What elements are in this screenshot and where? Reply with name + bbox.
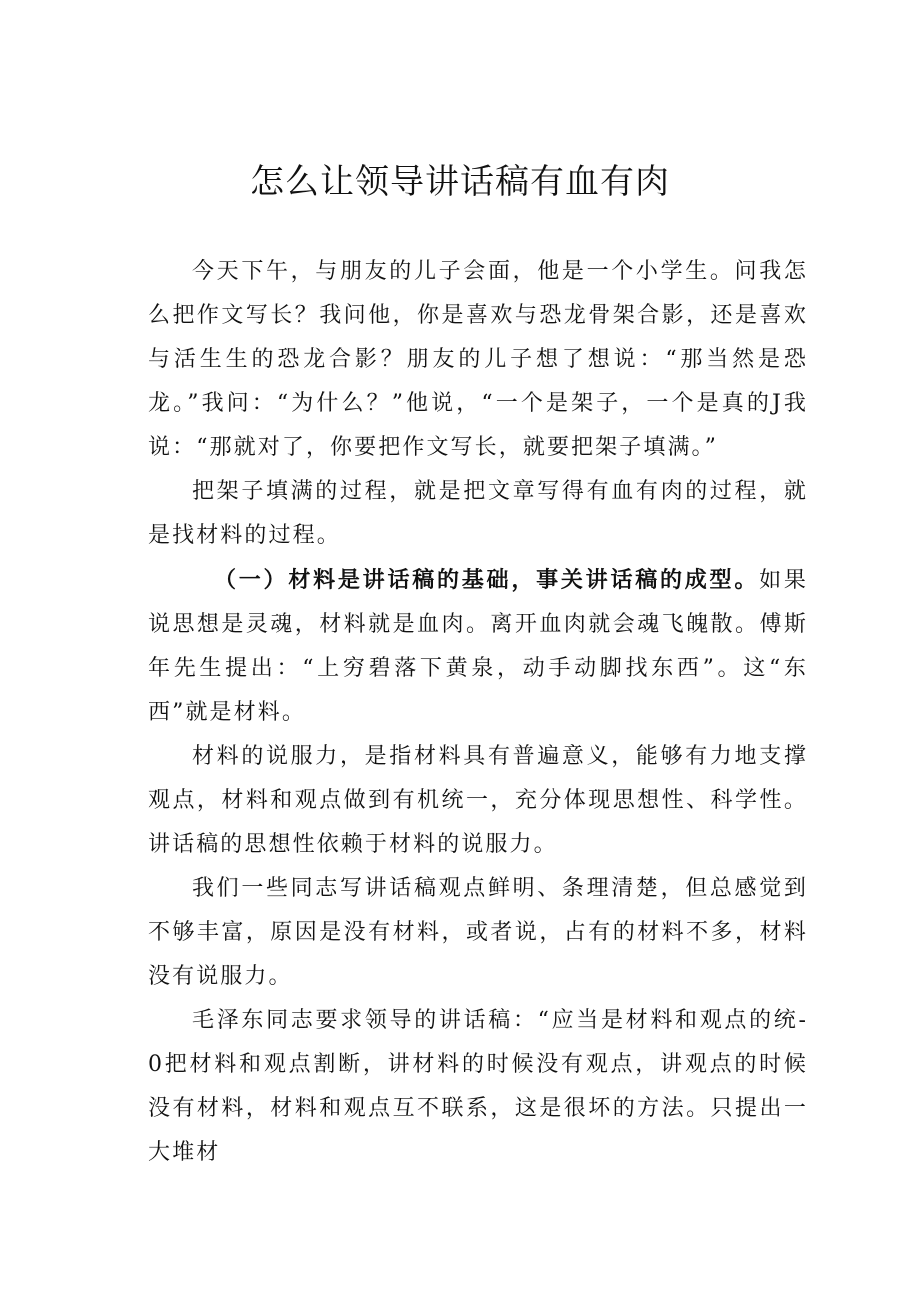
paragraph-section-one xyxy=(148,558,808,735)
paragraph-lack-of-material: 我们一些同志写讲话稿观点鲜明、条理清楚，但总感觉到不够丰富，原因是没有材料，或者说，占有的材料不多，材料没有说服力。 xyxy=(148,876,808,989)
paragraph-dinosaur-story: 今天下午，与朋友的儿子会面，他是一个小学生。问我怎么把作文写长？我问他，你是喜欢与恐龙骨架合影，还是喜欢与活生生的恐龙合影？朋友的儿子想了想说：“那当然是恐龙。”我问：“为什么？”他说，“一个是架子，一个是真的J我说：“那就对了，你要把作文写长，就要把架子填满。” xyxy=(148,259,808,460)
paragraph-fill-frame: 把架子填满的过程，就是把文章写得有血有肉的过程，就是找材料的过程。 xyxy=(148,479,808,548)
document-title: 怎么让领导讲话稿有血有肉 xyxy=(250,162,670,202)
paragraph-mao-quote: 毛泽东同志要求领导的讲话稿：“应当是材料和观点的统-0把材料和观点割断，讲材料的时候没有观点，讲观点的时候没有材料，材料和观点互不联系，这是很坏的方法。只提出一大堆材 xyxy=(148,1008,808,1165)
section-one-heading: （一）材料是讲话稿的基础，事关讲话稿的成型。 xyxy=(214,567,760,593)
section-one-text: 如果说思想是灵魂，材料就是血肉。离开血肉就会魂飞魄散。傅斯年先生提出：“上穷碧落下黄泉，动手动脚找东西”。这“东西”就是材料。 xyxy=(148,568,809,725)
document-body xyxy=(148,250,808,1175)
paragraph-persuasiveness: 材料的说服力，是指材料具有普遍意义，能够有力地支撑观点，材料和观点做到有机统一，充分体现思想性、科学性。讲话稿的思想性依赖于材料的说服力。 xyxy=(148,744,808,857)
